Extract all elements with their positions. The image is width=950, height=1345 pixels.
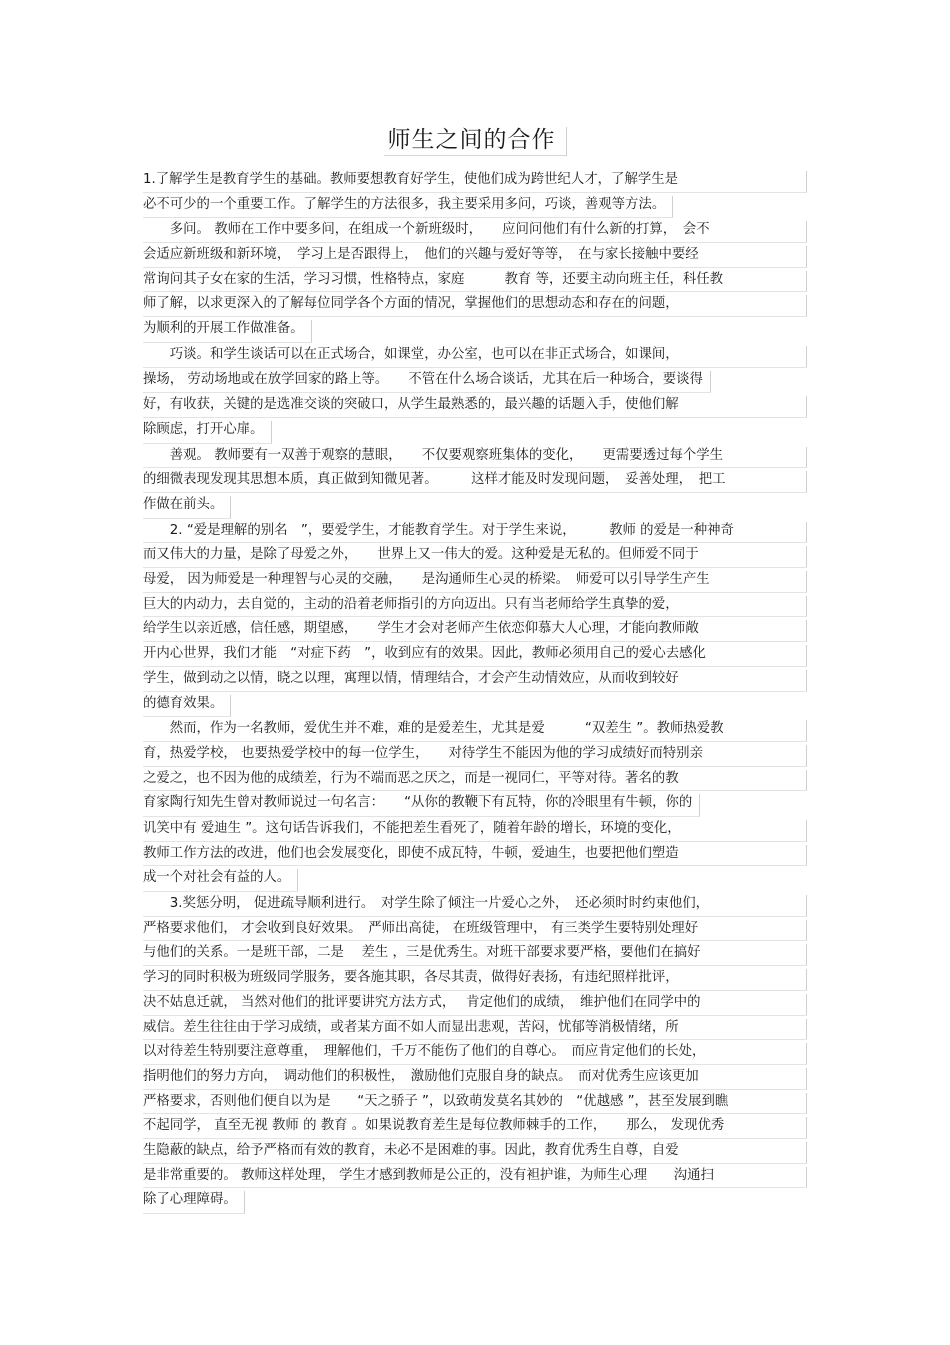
text-line: 多问。 教师在工作中要多问，在组成一个新班级时， 应问问他们有什么新的打算， 会不: [143, 218, 807, 243]
text-line: 开内心世界，我们才能 “对症下药 ”，收到应有的效果。因此，教师必须用自己的爱心去感化: [143, 642, 807, 667]
text-line: 严格要求他们， 才会收到良好效果。 严师出高徒， 在班级管理中， 有三类学生要特别处理好: [143, 917, 807, 942]
text-line: 2. “爱是理解的别名 ”，要爱学生，才能教育学生。对于学生来说， 教师 的爱是一种神奇: [143, 519, 807, 544]
text-line: 然而，作为一名教师，爱优生并不难，难的是爱差生，尤其是爱 “双差生 ”。教师热爱教: [143, 717, 807, 742]
text-line: 育，热爱学校， 也要热爱学校中的每一位学生， 对待学生不能因为他的学习成绩好而特别亲: [143, 742, 807, 767]
page-title: [0, 122, 950, 158]
text-line: 决不姑息迁就， 当然对他们的批评要讲究方法方式， 肯定他们的成绩， 维护他们在同学中的: [143, 991, 807, 1016]
text-line: 之爱之，也不因为他的成绩差，行为不端而恶之厌之，而是一视同仁，平等对待。著名的教: [143, 767, 807, 792]
text-line: 作做在前头。: [143, 493, 231, 519]
text-line: 育家陶行知先生曾对教师说过一句名言： “从你的教鞭下有瓦特，你的冷眼里有牛顿，你的: [143, 791, 700, 817]
text-line: 的细微表现发现其思想本质，真正做到知微见著。 这样才能及时发现问题， 妥善处理， 把工: [143, 468, 807, 493]
text-line: 巨大的内动力，去自觉的，主动的沿着老师指引的方向迈出。只有当老师给学生真挚的爱，: [143, 593, 807, 618]
text-line: 指明他们的努力方向， 调动他们的积极性， 激励他们克服自身的缺点。 而对优秀生应该更加: [143, 1065, 807, 1090]
text-line: 会适应新班级和新环境， 学习上是否跟得上， 他们的兴趣与爱好等等， 在与家长接触中要经: [143, 243, 807, 268]
text-line: 除了心理障碍。: [143, 1188, 245, 1214]
text-line: 必不可少的一个重要工作。了解学生的方法很多，我主要采用多问，巧谈，善观等方法。: [143, 193, 673, 219]
text-line: 是非常重要的。 教师这样处理， 学生才感到教师是公正的，没有袒护谁，为师生心理 沟通扫: [143, 1164, 807, 1189]
text-line: 学生，做到动之以情，晓之以理，寓理以情，情理结合，才会产生动情效应，从而收到较好: [143, 667, 807, 692]
page-title-text: 师生之间的合作: [384, 127, 567, 156]
text-line: 学习的同时积极为班级同学服务，要各施其职，各尽其责，做得好表扬，有违纪照样批评，: [143, 966, 807, 991]
text-line: 不起同学， 直至无视 教师 的 教育 。如果说教育差生是每位教师棘手的工作， 那么， 发现优秀: [143, 1114, 807, 1139]
text-line: 善观。 教师要有一双善于观察的慧眼， 不仅要观察班集体的变化， 更需要透过每个学生: [143, 444, 807, 469]
text-line: 1.了解学生是教育学生的基础。教师要想教育好学生，使他们成为跨世纪人才，了解学生是: [143, 168, 807, 193]
document-body: [143, 168, 807, 1214]
text-line: 3.奖惩分明， 促进疏导顺利进行。 对学生除了倾注一片爱心之外， 还必须时时约束他们，: [143, 892, 807, 917]
text-line: 而又伟大的力量，是除了母爱之外， 世界上又一伟大的爱。这种爱是无私的。但师爱不同于: [143, 543, 807, 568]
text-line: 操场， 劳动场地或在放学回家的路上等。 不管在什么场合谈话，尤其在后一种场合，要谈得: [143, 368, 711, 394]
text-line: 巧谈。和学生谈话可以在正式场合，如课堂，办公室，也可以在非正式场合，如课间，: [143, 343, 807, 368]
text-line: 母爱， 因为师爱是一种理智与心灵的交融， 是沟通师生心灵的桥梁。 师爱可以引导学生产生: [143, 568, 807, 593]
text-line: 成一个对社会有益的人。: [143, 866, 298, 892]
text-line: 与他们的关系。一是班干部，二是 差生 ，三是优秀生。对班干部要求要严格，要他们在搞好: [143, 941, 807, 966]
text-line: 师了解，以求更深入的了解每位同学各个方面的情况，掌握他们的思想动态和存在的问题，: [143, 292, 807, 317]
text-line: 常询问其子女在家的生活，学习习惯，性格特点，家庭 教育 等，还要主动向班主任，科任教: [143, 268, 807, 293]
text-line: 好，有收获，关键的是选准交谈的突破口，从学生最熟悉的，最兴趣的话题入手，使他们解: [143, 393, 807, 418]
text-line: 除顾虑，打开心扉。: [143, 418, 272, 444]
text-line: 以对待差生特别要注意尊重， 理解他们，千万不能伤了他们的自尊心。 而应肯定他们的长处，: [143, 1040, 807, 1065]
text-line: 生隐蔽的缺点，给予严格而有效的教育，未必不是困难的事。因此，教育优秀生自尊，自爱: [143, 1139, 807, 1164]
text-line: 教师工作方法的改进，他们也会发展变化，即使不成瓦特，牛顿，爱迪生，也要把他们塑造: [143, 842, 807, 867]
text-line: 给学生以亲近感，信任感，期望感， 学生才会对老师产生依恋仰慕大人心理，才能向教师敞: [143, 617, 807, 642]
text-line: 严格要求，否则他们便自以为是 “天之骄子 ”，以致萌发莫名其妙的 “优越感 ”，甚至发展到瞧: [143, 1090, 807, 1115]
text-line: 的德育效果。: [143, 692, 231, 718]
text-line: 威信。差生往往由于学习成绩，或者某方面不如人而显出悲观，苦闷，忧郁等消极情绪，所: [143, 1016, 807, 1041]
text-line: 讥笑中有 爱迪生 ”。这句话告诉我们，不能把差生看死了，随着年龄的增长，环境的变化，: [143, 817, 807, 842]
text-line: 为顺利的开展工作做准备。: [143, 317, 312, 343]
